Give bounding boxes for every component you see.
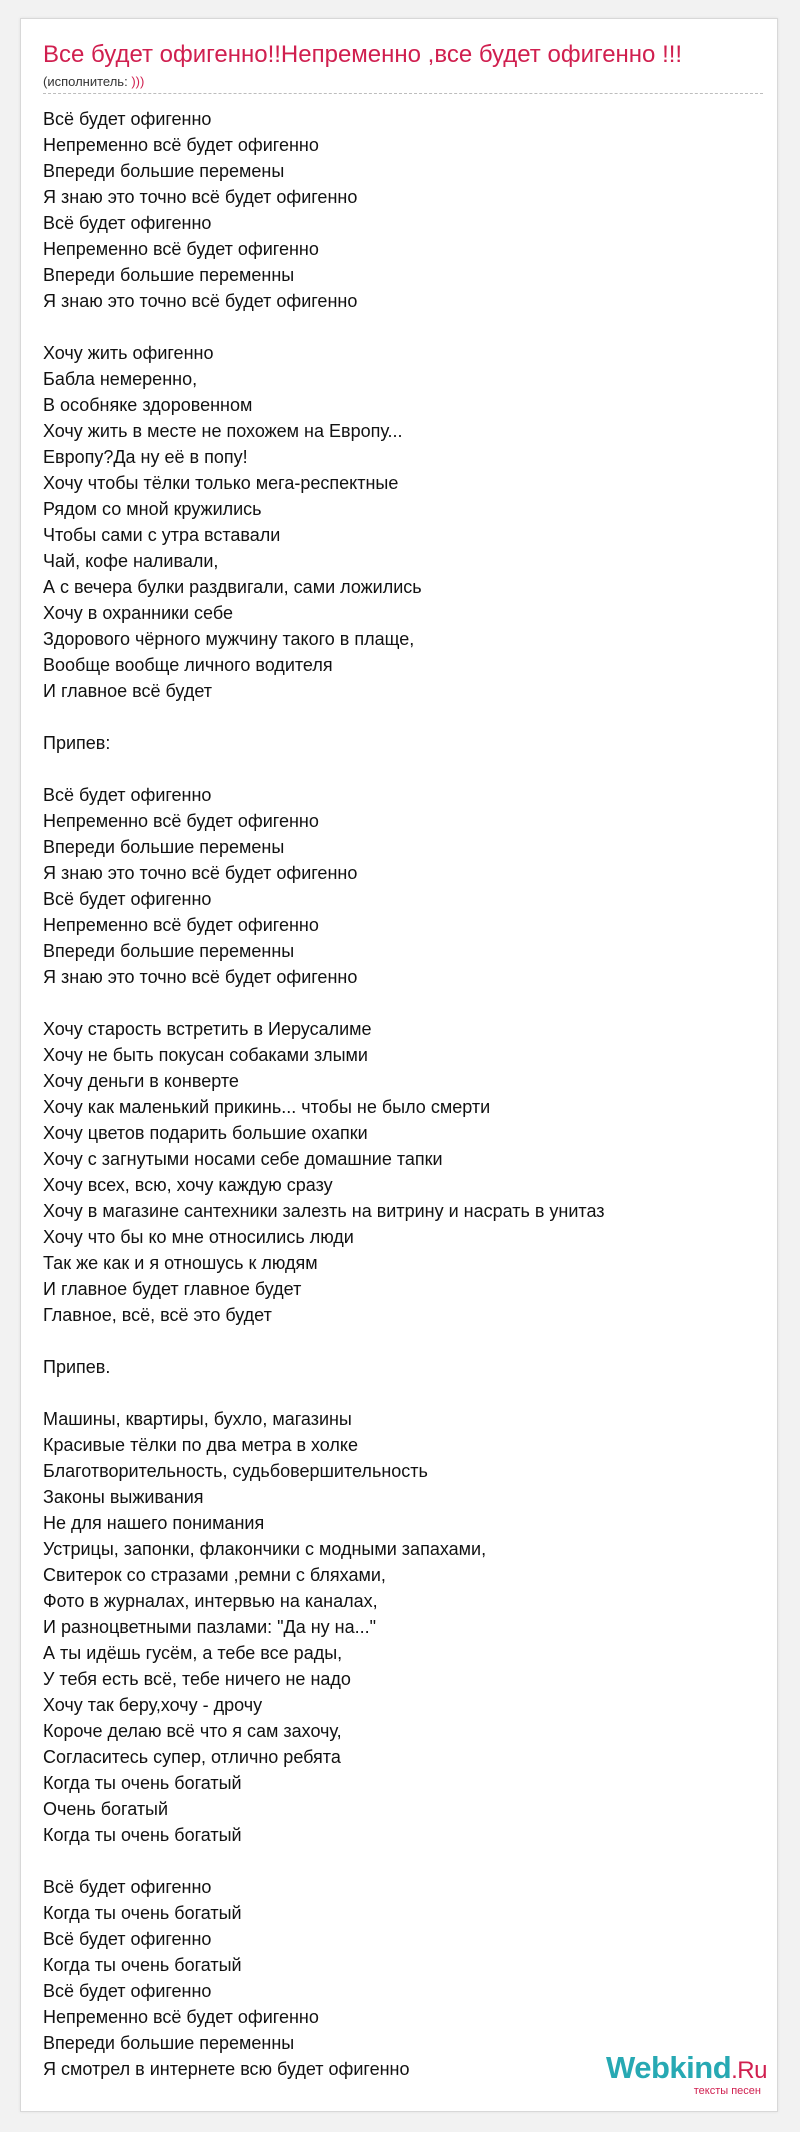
song-title: Все будет офигенно!!Непременно ,все будет офигенно !!! bbox=[43, 41, 683, 68]
lyrics-text: Всё будет офигенно Непременно всё будет офигенно Впереди большие перемены Я знаю это точно всё будет офигенно Всё будет офигенно Непременно всё будет офигенно Впереди большие переменны Я знаю это точно всё будет офигенно Хочу жить офигенно Бабла немеренно, В особняке здоровенном Хочу жить в месте не похожем на Европу... Европу?Да ну её в попу! Хочу чтобы тёлки только мега-респектные Рядом со мной кружились Чтобы сами с утра вставали Чай, кофе наливали, А с вечера булки раздвигали, сами ложились Хочу в охранники себе Здорового чёрного мужчину такого в плаще, Вообще вообще личного водителя И главное всё будет Припев: Всё будет офигенно Непременно всё будет офигенно Впереди большие перемены Я знаю это точно всё будет офигенно Всё будет офигенно Непременно всё будет офигенно Впереди большие переменны Я знаю это точно всё будет офигенно Хочу старость встретить в Иерусалиме Хочу не быть покусан собаками злыми Хочу деньги в конверте Хочу как маленький прикинь... чтобы не было смерти Хочу цветов подарить большие охапки Хочу с загнутыми носами себе домашние тапки Хочу всех, всю, хочу каждую сразу Хочу в магазине сантехники залезть на витрину и насрать в унитаз Хочу что бы ко мне относились люди Так же как и я отношусь к людям И главное будет главное будет Главное, всё, всё это будет Припев. Машины, квартиры, бухло, магазины Красивые тёлки по два метра в холке Благотворительность, судьбовершительность Законы выживания Не для нашего понимания Устрицы, запонки, флакончики с модными запахами, Свитерок со стразами ,ремни с бляхами, Фото в журналах, интервью на каналах, И разноцветными пазлами: "Да ну на..." А ты идёшь гусём, а тебе все рады, У тебя есть всё, тебе ничего не надо Хочу так беру,хочу - дрочу Короче делаю всё что я сам захочу, Согласитесь супер, отлично ребята Когда ты очень богатый Очень богатый Когда ты очень богатый Всё будет офигенно Когда ты очень богатый Всё будет офигенно Когда ты очень богатый Всё будет офигенно Непременно всё будет офигенно Впереди большие переменны Я смотрел в интернете всю будет офигенно bbox=[43, 109, 605, 2079]
logo-tagline: тексты песен bbox=[693, 2085, 761, 2097]
artist-label: (исполнитель: bbox=[43, 74, 128, 89]
lyrics-card bbox=[20, 18, 778, 2112]
logo-wordmark bbox=[606, 2052, 767, 2087]
title-divider bbox=[43, 93, 763, 94]
artist-link[interactable]: ))) bbox=[131, 74, 145, 89]
webkind-logo[interactable] bbox=[606, 2052, 767, 2097]
logo-suffix: .Ru bbox=[731, 2057, 767, 2084]
logo-main-text: Webkind bbox=[606, 2050, 732, 2085]
artist-line bbox=[43, 74, 144, 89]
